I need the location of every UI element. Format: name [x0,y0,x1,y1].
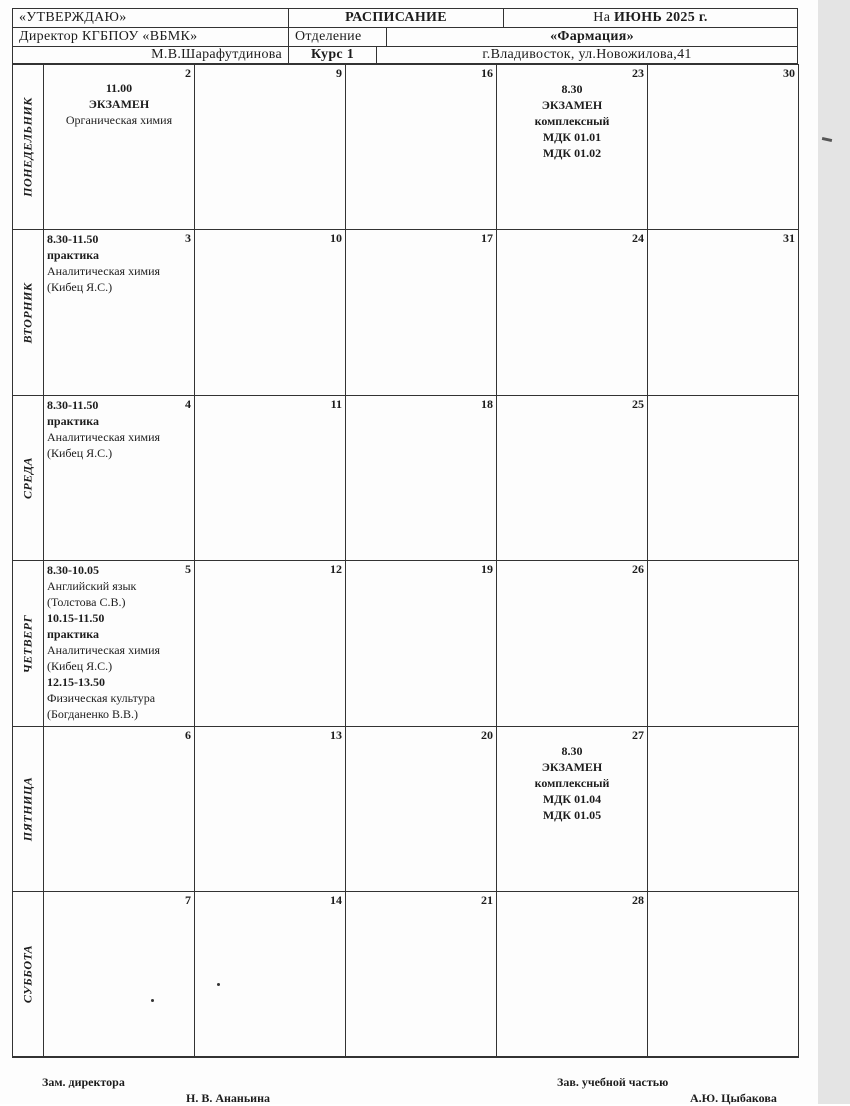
day-label [13,396,44,561]
lesson-line: Физическая культура [47,691,156,705]
day-label-text: СУББОТА [20,944,35,1004]
period-cell [504,9,797,27]
lesson-line: практика [47,627,100,641]
day-cell [346,65,497,230]
date-number: 13 [330,728,342,742]
head-of-studies-name: А.Ю. Цыбакова [690,1091,777,1105]
lesson-entry [497,65,647,162]
date-number: 12 [330,562,342,576]
lesson-line: ЭКЗАМЕН [541,760,603,774]
date-number: 9 [336,66,342,80]
day-cell [648,727,799,892]
lesson-line: практика [47,248,100,262]
period-prefix: На [593,10,611,25]
lesson-line: МДК 01.01 [542,130,602,144]
day-cell [195,561,346,727]
lesson-line: 8.30-10.05 [47,563,99,577]
date-number: 3 [185,231,191,245]
date-number: 20 [481,728,493,742]
address: г.Владивосток, ул.Новожилова,41 [482,47,692,62]
day-cell [195,727,346,892]
lesson-line: 8.30 [561,744,583,758]
header-row-3 [12,46,798,64]
header-row-1 [12,8,798,28]
day-cell [346,727,497,892]
lesson-line: МДК 01.04 [542,792,602,806]
lesson-entry [44,561,194,723]
course-label: Курс 1 [289,47,377,63]
director-name: М.В.Шарафутдинова [13,47,289,63]
day-cell [44,892,195,1057]
day-label-text: ПОНЕДЕЛЬНИК [20,97,35,197]
lesson-line: 8.30 [561,82,583,96]
lesson-entry [44,230,194,296]
date-number: 4 [185,397,191,411]
day-cell [346,396,497,561]
day-cell [648,561,799,727]
lesson-line: ЭКЗАМЕН [541,98,603,112]
header-row-2 [12,27,798,47]
period-value: ИЮНЬ 2025 г. [614,10,708,25]
deputy-director-title: Зам. директора [42,1075,125,1089]
lesson-entry [44,396,194,462]
day-label [13,65,44,230]
day-cell [44,727,195,892]
day-label [13,230,44,396]
head-of-studies-title: Зав. учебной частью [557,1075,669,1089]
lesson-line: 10.15-11.50 [47,611,105,625]
day-label-text: СРЕДА [20,456,35,500]
day-cell [497,561,648,727]
director-line: Директор КГБПОУ «ВБМК» [13,28,289,46]
calendar-grid [12,64,799,1058]
date-number: 5 [185,562,191,576]
day-cell [44,230,195,396]
lesson-line: комплексный [534,114,610,128]
day-label-text: ВТОРНИК [20,282,35,343]
day-cell [195,892,346,1057]
date-number: 21 [481,893,493,907]
day-cell [648,396,799,561]
lesson-line: МДК 01.05 [542,808,602,822]
lesson-entry [44,65,194,129]
lesson-line: МДК 01.02 [542,146,602,160]
lesson-line: Органическая химия [65,113,173,127]
schedule-title: РАСПИСАНИЕ [289,9,504,27]
day-cell [346,230,497,396]
scan-edge-shadow [818,0,850,1104]
date-number: 17 [481,231,493,245]
department-label: Отделение [289,28,387,46]
lesson-line: 11.00 [105,81,133,95]
lesson-line: Английский язык [47,579,137,593]
day-cell [497,892,648,1057]
date-number: 25 [632,397,644,411]
lesson-line: Аналитическая химия [47,430,161,444]
day-cell [648,65,799,230]
day-label-text: ПЯТНИЦА [20,776,35,842]
day-cell [346,561,497,727]
day-cell [44,396,195,561]
scan-speck [151,999,154,1002]
lesson-line: (Богданенко В.В.) [47,707,139,721]
lesson-line: (Кибец Я.С.) [47,446,113,460]
day-cell [497,230,648,396]
date-number: 10 [330,231,342,245]
day-cell [44,65,195,230]
day-cell [346,892,497,1057]
date-number: 16 [481,66,493,80]
date-number: 31 [783,231,795,245]
day-cell [195,230,346,396]
day-cell [648,892,799,1057]
date-number: 7 [185,893,191,907]
lesson-line: комплексный [534,776,610,790]
day-cell [195,396,346,561]
lesson-line: Аналитическая химия [47,264,161,278]
lesson-line: 8.30-11.50 [47,232,99,246]
deputy-director-name: Н. В. Ананьина [186,1091,271,1105]
date-number: 11 [330,397,342,411]
lesson-line: ЭКЗАМЕН [88,97,150,111]
lesson-entry [497,727,647,824]
day-label [13,727,44,892]
date-number: 30 [783,66,795,80]
date-number: 19 [481,562,493,576]
date-number: 2 [185,66,191,80]
date-number: 26 [632,562,644,576]
lesson-line: практика [47,414,100,428]
date-number: 24 [632,231,644,245]
lesson-line: 12.15-13.50 [47,675,105,689]
day-cell [195,65,346,230]
day-cell [497,727,648,892]
day-cell [497,396,648,561]
lesson-line: (Кибец Я.С.) [47,280,113,294]
day-label-text: ЧЕТВЕРГ [20,614,35,673]
scan-speck [217,983,220,986]
day-label [13,892,44,1057]
date-number: 23 [632,66,644,80]
date-number: 14 [330,893,342,907]
day-cell [44,561,195,727]
department-value: «Фармация» [550,29,634,44]
lesson-line: (Кибец Я.С.) [47,659,113,673]
date-number: 6 [185,728,191,742]
day-cell [648,230,799,396]
lesson-line: Аналитическая химия [47,643,161,657]
lesson-line: 8.30-11.50 [47,398,99,412]
date-number: 27 [632,728,644,742]
day-label [13,561,44,727]
lesson-line: (Толстова С.В.) [47,595,126,609]
date-number: 18 [481,397,493,411]
day-cell [497,65,648,230]
approve-label: «УТВЕРЖДАЮ» [13,9,289,27]
date-number: 28 [632,893,644,907]
